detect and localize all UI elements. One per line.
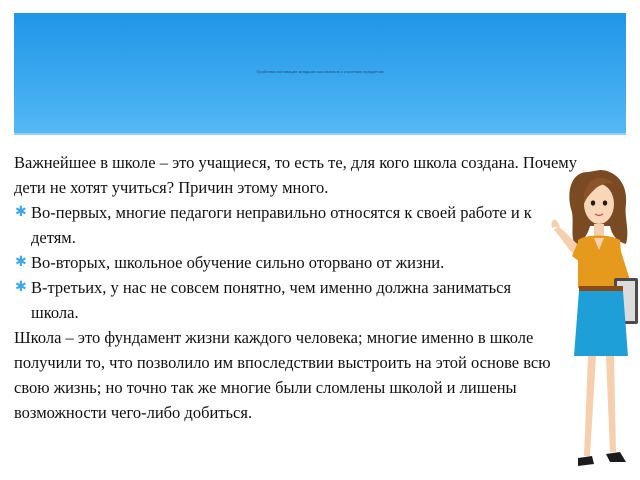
bullet-text: Во-вторых, школьное обучение сильно оторвано от жизни. — [31, 253, 445, 272]
intro-paragraph: Важнейшее в школе – это учащиеся, то есть те, для кого школа создана. Почему дети не хотят учиться? Причин этому много. — [14, 153, 577, 197]
bullet-text: В-третьих, у нас не совсем понятно, чем именно должна заниматься школа. — [31, 278, 512, 322]
bullet-item — [14, 250, 559, 275]
title-banner — [14, 13, 626, 135]
teacher-illustration-icon — [548, 160, 640, 480]
bullet-asterisk-icon: ✱ — [15, 254, 27, 270]
bullet-item — [14, 200, 559, 250]
conclusion-paragraph: Школа – это фундамент жизни каждого человека; многие именно в школе получили то, что позволило им впоследствии выстроить на этой основе всю свою жизнь; но точно так же многие были сломлены школой и лишены возможности чего-либо добиться. — [14, 328, 551, 422]
bullet-asterisk-icon: ✱ — [15, 204, 27, 220]
slide-title: Проблема мотивации младших школьников к изучению предметов — [256, 69, 384, 74]
bullet-list — [14, 200, 589, 325]
bullet-asterisk-icon: ✱ — [15, 279, 27, 295]
slide-body — [14, 150, 589, 425]
bullet-item — [14, 275, 559, 325]
bullet-text: Во-первых, многие педагоги неправильно относятся к своей работе и к детям. — [31, 203, 532, 247]
